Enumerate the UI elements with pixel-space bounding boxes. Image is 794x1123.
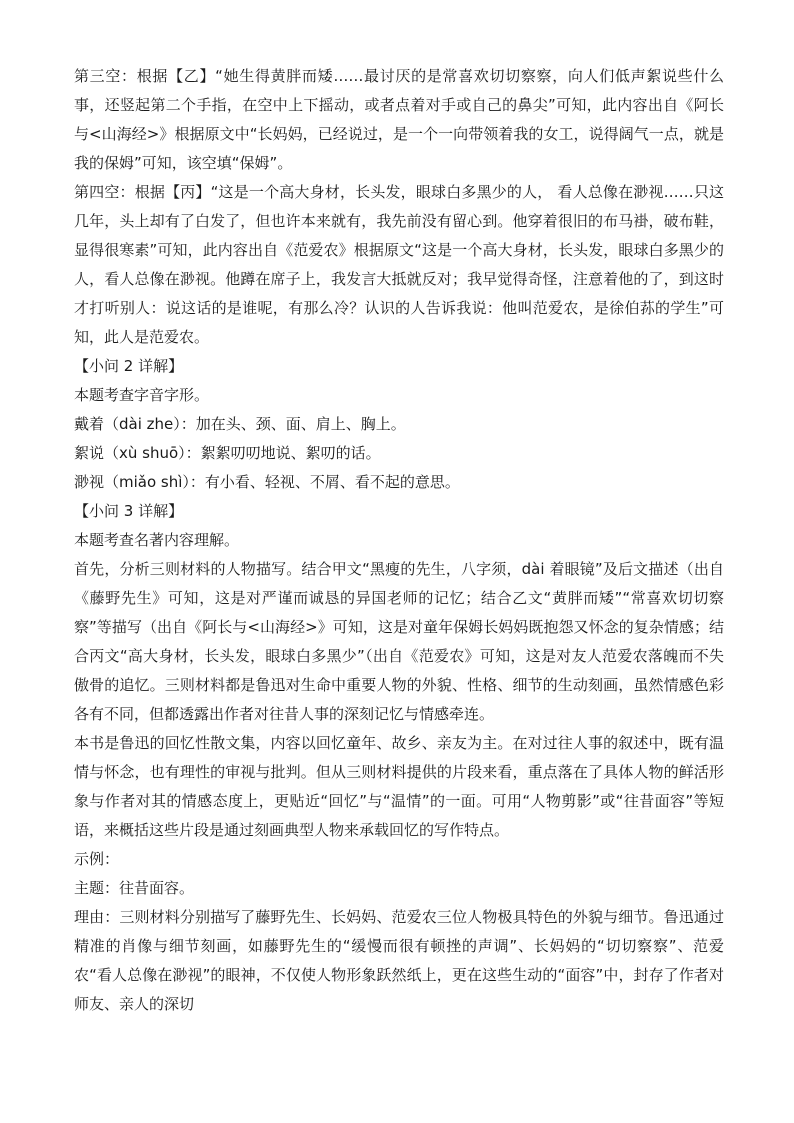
paragraph-q2-item-1: 戴着（dài zhe）：加在头、颈、面、肩上、胸上。 <box>74 415 406 433</box>
paragraph-q2-item-3: 渺视（miǎo shì）：有小看、轻视、不屑、看不起的意思。 <box>74 473 460 491</box>
document-body <box>74 62 724 1019</box>
heading-question-3: 【小问 3 详解】 <box>74 502 184 520</box>
paragraph-fourth-blank: 第四空：根据【丙】“这是一个高大身材，长头发，眼球白多黑少的人， 看人总像在渺视……只这几年，头上却有了白发了，但也许本来就有，我先前没有留心到。他穿着很旧的布马褂，破布鞋，显得很寒素”可知，此内容出自《范爱农》根据原文“这是一个高大身材，长头发，眼球白多黑少的人，看人总像在渺视。他蹲在席子上，我发言大抵就反对；我早觉得奇怪，注意着他的了，到这时才打听别人：说这话的是谁呢，有那么冷？认识的人告诉我说：他叫范爱农，是徐伯荪的学生”可知，此人是范爱农。 <box>74 183 724 346</box>
paragraph-q3-book: 本书是鲁迅的回忆性散文集，内容以回忆童年、故乡、亲友为主。在对过往人事的叙述中，既有温情与怀念，也有理性的审视与批判。但从三则材料提供的片段来看，重点落在了具体人物的鲜活形象与作者对其的情感态度上，更贴近“回忆”与“温情”的一面。可用“人物剪影”或“往昔面容”等短语，来概括这些片段是通过刻画典型人物来承载回忆的写作特点。 <box>74 734 724 839</box>
paragraph-q2-item-2: 絮说（xù shuō）：絮絮叨叨地说、絮叨的话。 <box>74 444 381 462</box>
paragraph-q2-intro: 本题考查字音字形。 <box>74 386 210 404</box>
paragraph-reason: 理由：三则材料分别描写了藤野先生、长妈妈、范爱农三位人物极具特色的外貌与细节。鲁迅通过精准的肖像与细节刻画，如藤野先生的“缓慢而很有顿挫的声调”、长妈妈的“切切察察”、范爱农“看人总像在渺视”的眼神，不仅使人物形象跃然纸上，更在这些生动的“面容”中，封存了作者对师友、亲人的深切 <box>74 908 724 1013</box>
paragraph-q3-intro: 本题考查名著内容理解。 <box>74 531 240 549</box>
paragraph-third-blank: 第三空：根据【乙】“她生得黄胖而矮……最讨厌的是常喜欢切切察察，向人们低声絮说些什么事，还竖起第二个手指，在空中上下摇动，或者点着对手或自己的鼻尖”可知，此内容出自《阿长与<山海经>》根据原文中“长妈妈，已经说过，是一个一向带领着我的女工，说得阔气一点，就是我的保姆”可知，该空填“保姆”。 <box>74 67 724 172</box>
heading-question-2: 【小问 2 详解】 <box>74 357 184 375</box>
paragraph-q3-analysis: 首先，分析三则材料的人物描写。结合甲文“黑瘦的先生，八字须，dài 着眼镜”及后文描述（出自《藤野先生》可知，这是对严谨而诚恳的异国老师的记忆；结合乙文“黄胖而矮”“常喜欢切切察察”等描写（出自《阿长与<山海经>》可知，这是对童年保姆长妈妈既抱怨又怀念的复杂情感；结合丙文“高大身材，长头发，眼球白多黑少”（出自《范爱农》可知，这是对友人范爱农落魄而不失傲骨的追忆。三则材料都是鲁迅对生命中重要人物的外貌、性格、细节的生动刻画，虽然情感色彩各有不同，但都透露出作者对往昔人事的深刻记忆与情感牵连。 <box>74 560 724 723</box>
paragraph-example-label: 示例： <box>74 850 120 868</box>
paragraph-theme: 主题：往昔面容。 <box>74 879 195 897</box>
